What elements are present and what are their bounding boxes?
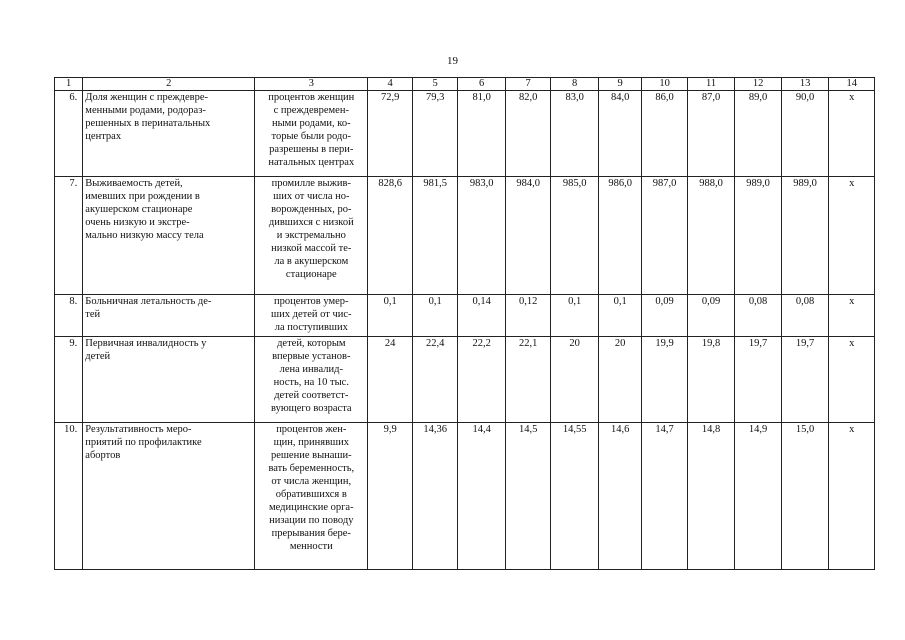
value-cell: 14,36 (412, 423, 457, 570)
value-cell: 9,9 (368, 423, 412, 570)
value-cell: 14,9 (735, 423, 782, 570)
column-header: 5 (412, 78, 457, 91)
value-cell: 14,8 (687, 423, 735, 570)
indicator-name-line: тей (85, 309, 101, 320)
unit-of-measure (255, 423, 368, 570)
unit-line: торые были родо- (271, 131, 352, 142)
unit-line: менности (289, 541, 333, 552)
value-cell: 87,0 (687, 91, 735, 177)
value-cell: 985,0 (551, 177, 599, 295)
value-cell: 15,0 (781, 423, 829, 570)
indicator-name-line: Первичная инвалидность у (85, 338, 207, 349)
page-number: 19 (447, 55, 458, 67)
value-cell: 82,0 (505, 91, 550, 177)
value-cell: 828,6 (368, 177, 412, 295)
indicator-name (83, 295, 255, 337)
unit-line: натальных центрах (268, 157, 355, 168)
value-cell: x (829, 91, 875, 177)
value-cell: 0,1 (412, 295, 457, 337)
value-cell: 0,1 (598, 295, 641, 337)
indicator-name-line: Выживаемость детей, (85, 178, 183, 189)
value-cell: 14,4 (458, 423, 506, 570)
value-cell: 0,08 (781, 295, 829, 337)
indicator-name-line: акушерском стационаре (85, 204, 193, 215)
table-row (55, 177, 875, 295)
unit-of-measure (255, 337, 368, 423)
value-cell: 22,1 (505, 337, 550, 423)
value-cell: 72,9 (368, 91, 412, 177)
indicator-name-line: мально низкую массу тела (85, 230, 204, 241)
value-cell: x (829, 423, 875, 570)
column-header: 3 (255, 78, 368, 91)
unit-line: решение вынаши- (270, 450, 352, 461)
column-header: 11 (687, 78, 735, 91)
value-cell: 0,09 (642, 295, 687, 337)
indicator-name-line: Результативность меро- (85, 424, 192, 435)
value-cell: 989,0 (781, 177, 829, 295)
value-cell: 86,0 (642, 91, 687, 177)
unit-of-measure (255, 177, 368, 295)
value-cell: 0,08 (735, 295, 782, 337)
indicator-name-line: центрах (85, 131, 122, 142)
value-cell: 988,0 (687, 177, 735, 295)
unit-line: ворожденных, ро- (271, 204, 352, 215)
row-number: 9. (55, 337, 83, 423)
column-header: 6 (458, 78, 506, 91)
row-number: 6. (55, 91, 83, 177)
unit-line: ными родами, ко- (271, 118, 351, 129)
value-cell: 0,1 (368, 295, 412, 337)
column-header: 1 (55, 78, 83, 91)
unit-line: лена инвалид- (279, 364, 343, 375)
value-cell: 986,0 (598, 177, 641, 295)
unit-line: ла поступивших (274, 322, 348, 333)
value-cell: x (829, 177, 875, 295)
value-cell: 0,09 (687, 295, 735, 337)
unit-line: щин, принявших (273, 437, 349, 448)
indicator-name-line: Больничная летальность де- (85, 296, 212, 307)
unit-line: от числа женщин, (271, 476, 352, 487)
unit-line: прерывания бере- (271, 528, 351, 539)
indicators-table (54, 77, 875, 570)
unit-line: процентов умер- (274, 296, 349, 307)
unit-line: дившихся с низкой (268, 217, 354, 228)
column-header: 14 (829, 78, 875, 91)
unit-line: и экстремально (276, 230, 346, 241)
value-cell: 20 (551, 337, 599, 423)
header-row (55, 78, 875, 91)
value-cell: 22,4 (412, 337, 457, 423)
value-cell: x (829, 295, 875, 337)
value-cell: 19,9 (642, 337, 687, 423)
indicator-name-line: менными родами, родораз- (85, 105, 206, 116)
unit-line: разрешены в пери- (269, 144, 354, 155)
indicator-name (83, 337, 255, 423)
value-cell: 22,2 (458, 337, 506, 423)
indicator-name-line: очень низкую и экстре- (85, 217, 190, 228)
value-cell: 14,5 (505, 423, 550, 570)
indicator-name (83, 91, 255, 177)
unit-line: детей соответст- (274, 390, 349, 401)
indicator-name-line: решенных в перинатальных (85, 118, 211, 129)
value-cell: 14,7 (642, 423, 687, 570)
value-cell: 984,0 (505, 177, 550, 295)
unit-line: низкой массой те- (271, 243, 352, 254)
row-number: 10. (55, 423, 83, 570)
value-cell: 14,6 (598, 423, 641, 570)
unit-line: процентов жен- (276, 424, 347, 435)
unit-line: вать беременность, (268, 463, 355, 474)
value-cell: 0,12 (505, 295, 550, 337)
unit-of-measure (255, 91, 368, 177)
unit-line: детей, которым (277, 338, 346, 349)
unit-line: ших от числа но- (273, 191, 350, 202)
table-row (55, 423, 875, 570)
indicator-name-line: абортов (85, 450, 121, 461)
value-cell: 81,0 (458, 91, 506, 177)
value-cell: 0,14 (458, 295, 506, 337)
value-cell: 981,5 (412, 177, 457, 295)
row-number: 8. (55, 295, 83, 337)
value-cell: 83,0 (551, 91, 599, 177)
value-cell: 0,1 (551, 295, 599, 337)
value-cell: 79,3 (412, 91, 457, 177)
unit-of-measure (255, 295, 368, 337)
value-cell: 989,0 (735, 177, 782, 295)
indicator-name-line: детей (85, 351, 111, 362)
value-cell: x (829, 337, 875, 423)
indicator-name (83, 177, 255, 295)
value-cell: 90,0 (781, 91, 829, 177)
indicator-name-line: Доля женщин с преждевре- (85, 92, 209, 103)
row-number: 7. (55, 177, 83, 295)
value-cell: 89,0 (735, 91, 782, 177)
column-header: 13 (781, 78, 829, 91)
value-cell: 84,0 (598, 91, 641, 177)
unit-line: процентов женщин (268, 92, 355, 103)
unit-line: низации по поводу (269, 515, 354, 526)
indicator-name-line: имевших при рождении в (85, 191, 200, 202)
value-cell: 14,55 (551, 423, 599, 570)
unit-line: медицинские орга- (268, 502, 354, 513)
table-row (55, 295, 875, 337)
column-header: 8 (551, 78, 599, 91)
value-cell: 19,7 (781, 337, 829, 423)
unit-line: впервые установ- (272, 351, 351, 362)
unit-line: вующего возраста (270, 403, 352, 414)
column-header: 12 (735, 78, 782, 91)
column-header: 9 (598, 78, 641, 91)
unit-line: ших детей от чис- (271, 309, 352, 320)
unit-line: с преждевремен- (273, 105, 349, 116)
column-header: 4 (368, 78, 412, 91)
unit-line: ность, на 10 тыс. (273, 377, 349, 388)
value-cell: 19,8 (687, 337, 735, 423)
value-cell: 24 (368, 337, 412, 423)
unit-line: ла в акушерском (274, 256, 349, 267)
table-row (55, 91, 875, 177)
value-cell: 19,7 (735, 337, 782, 423)
value-cell: 20 (598, 337, 641, 423)
unit-line: промилле выжив- (271, 178, 351, 189)
value-cell: 987,0 (642, 177, 687, 295)
column-header: 7 (505, 78, 550, 91)
indicator-name-line: приятий по профилактике (85, 437, 202, 448)
table-row (55, 337, 875, 423)
unit-line: стационаре (285, 269, 337, 280)
value-cell: 983,0 (458, 177, 506, 295)
indicator-name (83, 423, 255, 570)
column-header: 2 (83, 78, 255, 91)
column-header: 10 (642, 78, 687, 91)
unit-line: обратившихся в (275, 489, 347, 500)
